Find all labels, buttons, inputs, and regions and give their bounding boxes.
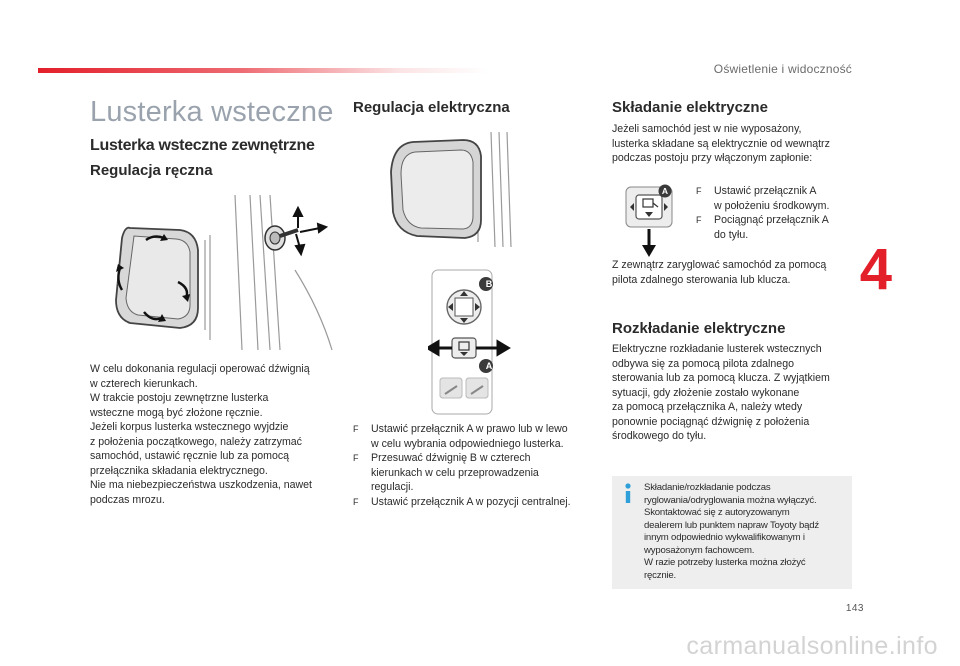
- manual-adjustment-text: [90, 362, 340, 507]
- text-line: Ustawić przełącznik A w pozycji centralnej.: [371, 495, 571, 508]
- text-line: innym odpowiednio wykwalifikowanym i: [644, 532, 805, 543]
- text-line: w czterech kierunkach.: [90, 377, 198, 390]
- text-line: przełącznika składania elektrycznego.: [90, 464, 268, 477]
- header-accent-bar: [38, 68, 488, 73]
- text-line: do tyłu.: [714, 228, 749, 241]
- page-title: Lusterka wsteczne: [90, 96, 334, 128]
- text-line: sterowania lub za pomocą klucza. Z wyjątkiem: [612, 372, 830, 384]
- watermark: carmanualsonline.info: [686, 632, 938, 660]
- text-line: sytuacji, gdy złożenie zostało wykonane: [612, 386, 800, 399]
- text-line: Ustawić przełącznik A: [714, 185, 817, 197]
- bullet-marker: F: [353, 453, 359, 463]
- heading-electric-folding: Składanie elektryczne: [612, 99, 768, 116]
- label-a: A: [485, 361, 493, 371]
- text-line: z położenia początkowego, należy zatrzymać: [90, 435, 302, 448]
- text-line: środkowego do tyłu.: [612, 430, 707, 442]
- text-line: Nie ma niebezpieczeństwa uszkodzenia, nawet: [90, 479, 313, 491]
- heading-electric-adjustment: Regulacja elektryczna: [353, 99, 510, 116]
- electric-adjustment-steps: [353, 422, 601, 509]
- text-line: Elektryczne rozkładanie lusterek wstecznych: [612, 343, 822, 355]
- text-line: dealerem lub punktem napraw Toyoty bądź: [644, 519, 819, 531]
- bullet-marker: F: [353, 424, 359, 434]
- text-line: wsteczne mogą być złożone ręcznie.: [90, 406, 263, 419]
- text-line: samochód, ustawić ręcznie lub za pomocą: [90, 450, 290, 462]
- text-line: ryglowania/odryglowania można wyłączyć.: [644, 494, 817, 506]
- label-a: A: [661, 186, 669, 196]
- electric-mirror-illustration: [383, 132, 513, 247]
- page-number: 143: [845, 603, 864, 614]
- text-line: lusterka składane są elektrycznie od wewnątrz: [612, 137, 830, 150]
- bullet-marker: F: [696, 215, 702, 225]
- text-line: Jeżeli korpus lusterka wstecznego wyjdzie: [90, 421, 289, 433]
- list-item: [353, 422, 601, 451]
- fold-note-text: [612, 258, 852, 287]
- text-line: W celu dokonania regulacji operować dźwignią: [90, 363, 310, 375]
- text-line: podczas postoju przy włączonym zapłonie:: [612, 152, 813, 164]
- bullet-marker: F: [353, 496, 359, 507]
- text-line: w położeniu środkowym.: [714, 199, 830, 212]
- text-line: pilota zdalnego sterowania lub klucza.: [612, 273, 791, 286]
- list-item: [696, 184, 856, 213]
- text-line: regulacji.: [371, 481, 414, 493]
- text-line: Ustawić przełącznik A w prawo lub w lewo: [371, 423, 568, 435]
- info-text: [644, 482, 848, 582]
- info-icon: [621, 482, 635, 504]
- text-line: Jeżeli samochód jest w nie wyposażony,: [612, 123, 802, 135]
- text-line: Z zewnątrz zaryglować samochód za pomocą: [612, 259, 827, 271]
- text-line: Pociągnąć przełącznik A: [714, 214, 829, 226]
- text-line: podczas mrozu.: [90, 493, 165, 506]
- text-line: kierunkach w celu przeprowadzenia: [371, 466, 539, 479]
- text-line: ponownie pociągnąć dźwignię z położenia: [612, 415, 810, 428]
- heading-manual-adjustment: Regulacja ręczna: [90, 162, 213, 179]
- text-line: W razie potrzeby lusterka można złożyć: [644, 557, 806, 568]
- subtitle-exterior-mirrors: Lusterka wsteczne zewnętrzne: [90, 137, 315, 154]
- text-line: wyposażonym fachowcem.: [644, 544, 755, 556]
- heading-electric-unfolding: Rozkładanie elektryczne: [612, 320, 786, 337]
- fold-switch-illustration: [622, 183, 682, 259]
- chapter-number: 4: [859, 237, 892, 302]
- electric-folding-text: [612, 122, 852, 166]
- text-line: odbywa się za pomocą pilota zdalnego: [612, 357, 794, 370]
- label-b: B: [485, 279, 493, 289]
- list-item: [696, 213, 856, 242]
- electric-unfolding-text: [612, 342, 852, 444]
- text-line: W trakcie postoju zewnętrzne lusterka: [90, 392, 269, 404]
- electric-folding-steps: [696, 184, 856, 242]
- list-item: [353, 495, 601, 510]
- text-line: Przesuwać dźwignię B w czterech: [371, 452, 531, 464]
- text-line: Składanie/rozkładanie podczas: [644, 482, 771, 493]
- manual-mirror-illustration: [110, 190, 340, 355]
- text-line: Skontaktować się z autoryzowanym: [644, 507, 790, 518]
- bullet-marker: F: [696, 186, 702, 196]
- info-box: [612, 476, 852, 589]
- text-line: ręcznie.: [644, 569, 676, 581]
- section-title: Oświetlenie i widoczność: [713, 62, 852, 76]
- mirror-control-panel: [428, 268, 513, 416]
- text-line: za pomocą przełącznika A, należy wtedy: [612, 401, 803, 413]
- text-line: w celu wybrania odpowiedniego lusterka.: [371, 437, 564, 450]
- list-item: [353, 451, 601, 495]
